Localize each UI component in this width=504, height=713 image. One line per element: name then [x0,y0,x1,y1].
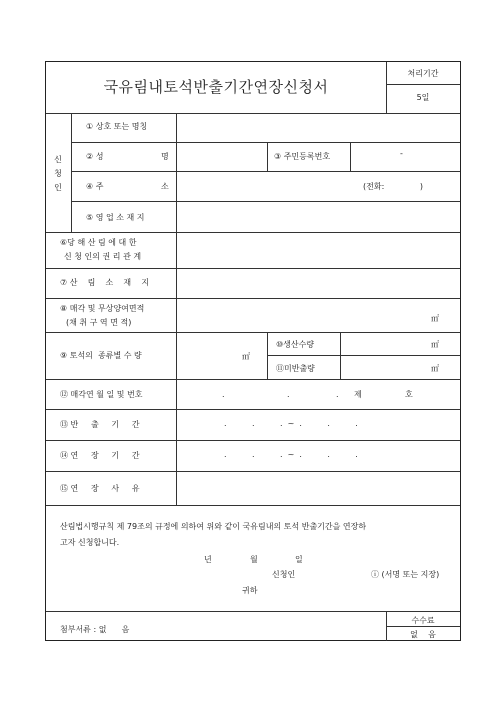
applicant-signature-label: 신청인 [272,570,296,579]
row-divider [46,505,460,506]
column-divider [71,113,72,232]
date-day-label: 일 [295,555,303,564]
extension-reason-label: ⑮ 연 장 사 유 [60,484,140,493]
business-name-label: ① 상호 또는 명칭 [86,122,148,131]
extension-period-value[interactable]: . . . ~ . . . [224,450,358,459]
rights-relation-field[interactable] [177,233,459,267]
addressee-label: 귀하 [242,586,258,595]
sale-date-separator: . [287,390,290,399]
rights-relation-label: ⑥당 해 산 림 에 대 한 [60,238,137,247]
applicant-group-label: 신 [54,155,62,164]
resident-number-label: ③ 주민등록번호 [274,152,331,161]
row-divider [386,626,460,627]
unshipped-quantity-unit: ㎡ [431,364,439,373]
processing-period-value: 5일 [416,93,430,102]
production-quantity-label: ⑩생산수량 [276,340,315,349]
fee-label: 수수료 [411,616,435,625]
rights-relation-label: 신 청 인의 권 리 관 계 [64,252,142,261]
sale-date-separator: . [222,390,225,399]
sale-date-separator: . [336,390,339,399]
address-field[interactable] [177,172,357,200]
resident-number-field[interactable]: - [400,149,403,158]
office-location-label: ⑤ 영 업 소 재 지 [86,213,145,222]
unshipped-quantity-label: ⑪미반출량 [276,364,315,373]
applicant-group-label: 인 [54,183,62,192]
person-name-label: ② 성 [86,152,104,161]
sale-number-suffix: 호 [405,390,413,399]
business-name-field[interactable] [177,114,459,141]
quantity-unit: ㎡ [242,352,250,361]
person-name-label-end: 명 [161,152,169,161]
row-divider [46,440,460,441]
row-divider [46,409,460,410]
area-label: (채 취 구 역 면 적) [66,318,132,327]
extension-reason-field[interactable] [177,472,459,504]
address-label-end: 소 [161,182,169,191]
extension-period-label: ⑭ 연 장 기 간 [60,451,140,460]
date-year-label: 년 [204,555,212,564]
fee-value: 없 음 [410,630,436,639]
column-divider [350,142,351,171]
row-divider [46,379,460,380]
area-label: ⑧ 매각 및 무상양여면적 [60,304,145,313]
forest-location-label: ⑦ 산 림 소 재 지 [60,278,150,287]
shipping-period-value[interactable]: . . . ~ . . . [224,419,358,428]
area-field[interactable] [177,299,427,331]
shipping-period-label: ⑬ 반 출 기 간 [60,420,140,429]
quantity-field[interactable] [177,333,237,378]
production-quantity-field[interactable] [341,333,426,354]
date-month-label: 월 [250,555,258,564]
row-divider [46,611,460,612]
column-divider [386,611,387,641]
attachments-label: 첨부서류 : 없 음 [60,625,130,634]
column-divider [386,62,387,113]
quantity-label: ⑨ 토석의 종류별 수 량 [60,351,142,360]
sale-date-label: ⑫ 매각연 월 일 및 번호 [60,390,143,399]
processing-period-label: 처리기간 [407,69,439,78]
application-form [45,61,461,641]
column-divider [267,332,268,379]
unshipped-quantity-field[interactable] [341,356,426,378]
row-divider [386,84,460,85]
form-title: 국유림내토석반출기간연장신청서 [103,78,329,96]
declaration-text: 고자 신청합니다. [60,538,120,547]
office-location-field[interactable] [177,202,459,231]
area-unit: ㎡ [431,314,439,323]
address-label: ④ 주 [86,182,104,191]
production-quantity-unit: ㎡ [431,340,439,349]
applicant-group-label: 청 [54,169,62,178]
forest-location-field[interactable] [177,269,459,297]
signature-seal-label[interactable]: ⓘ (서명 또는 지장) [371,570,440,579]
column-divider [267,142,268,171]
person-name-field[interactable] [177,143,266,170]
phone-label: (전화: ) [363,182,423,191]
sale-number-prefix: 제 [354,390,362,399]
declaration-text: 산림법시행규칙 제 79조의 규정에 의하여 위와 같이 국유림내의 토석 반출기간을 연장하 [60,522,367,531]
